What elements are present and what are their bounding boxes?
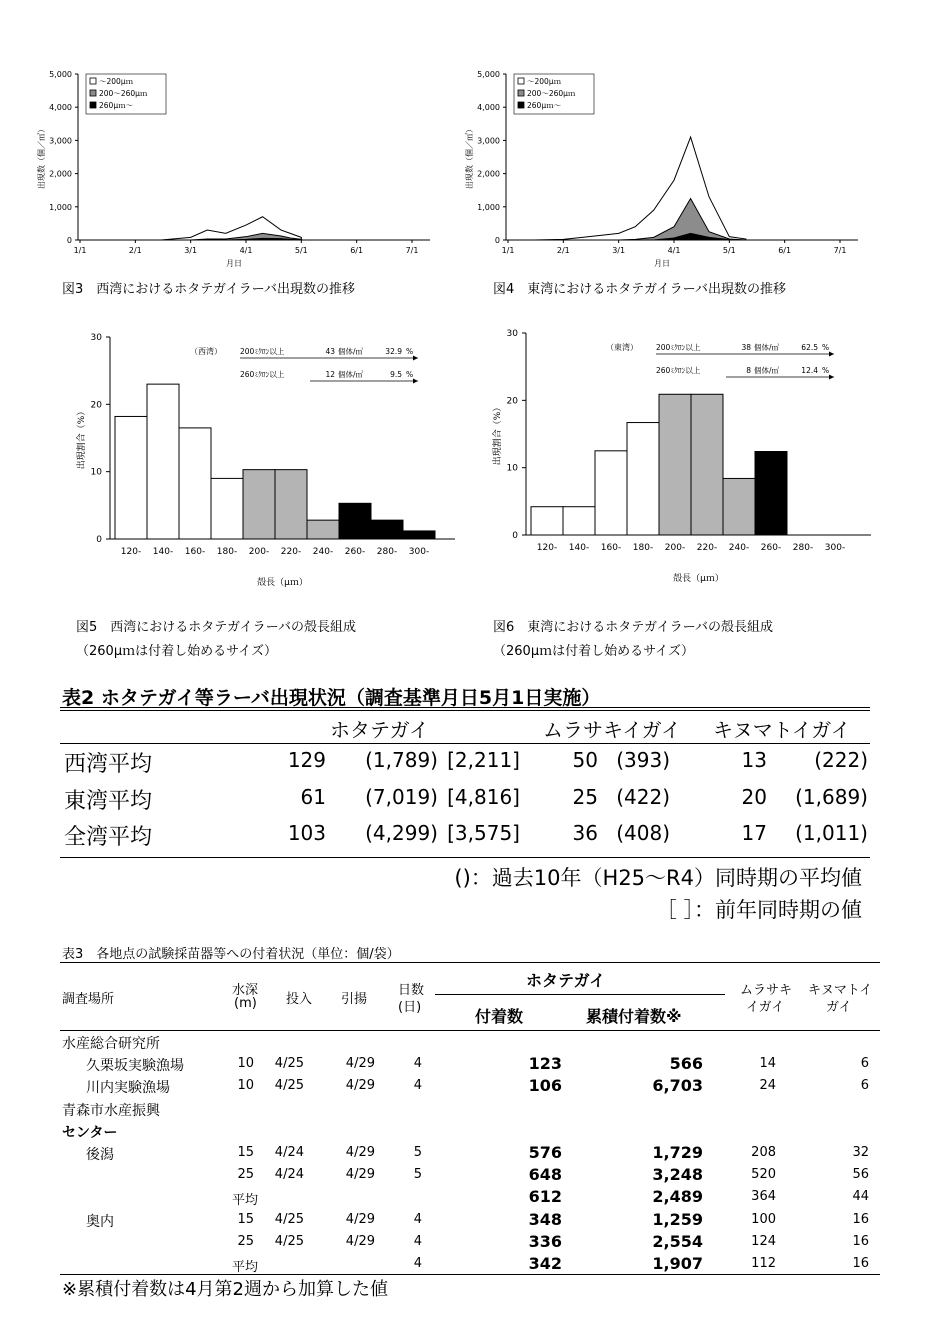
table3-cell-depth: 25 <box>237 1233 254 1249</box>
fig6-xtick-label: 280- <box>792 543 814 553</box>
table3-cell-in: 4/24 <box>274 1145 304 1160</box>
fig6-ann2-arrowhead <box>829 375 834 380</box>
fig5-subcaption: （260μｍは付着し始めるサイズ） <box>76 644 278 659</box>
table2-cell-hp: (4,299) <box>365 821 438 845</box>
table3-cell-days: 5 <box>413 1167 422 1183</box>
fig5-xtick-label: 180- <box>216 547 238 557</box>
table3-cell-place: 後潟 <box>86 1147 114 1163</box>
fig6-ytick-label: 30 <box>506 329 518 339</box>
table3-cell-kin: 16 <box>852 1233 869 1249</box>
table3-header-depth: 水深 <box>232 983 259 998</box>
fig4-ytick-label: 4,000 <box>477 103 500 113</box>
fig6-bar <box>595 451 627 535</box>
table3-cell-cum: 2,554 <box>652 1231 703 1251</box>
table3-cell-cum: 566 <box>669 1054 703 1074</box>
table3-header-days-unit: (日) <box>398 1000 422 1015</box>
fig6-ytick-label: 0 <box>512 531 518 541</box>
table2-cell-mp: (422) <box>616 785 670 809</box>
table3-cell-place: 久栗坂実験漁場 <box>86 1058 184 1075</box>
fig3-legend-label: 200～260μｍ <box>99 89 148 98</box>
table3-cell-days: 4 <box>413 1056 422 1072</box>
fig3-ytick-label: 1,000 <box>49 202 72 212</box>
table3-cell-place: センター <box>62 1124 118 1141</box>
fig5-xtick-label: 300- <box>408 547 430 557</box>
fig5-xtick-label: 260- <box>344 547 366 557</box>
table3-cell-att: 612 <box>528 1187 562 1207</box>
fig4-xtick-label: 2/1 <box>556 246 570 255</box>
fig4-ytick-label: 0 <box>494 236 500 245</box>
fig3-xtick-label: 5/1 <box>294 246 308 255</box>
fig5-ann1-pct-unit: % <box>406 347 414 356</box>
table2-cell-hb: [4,816] <box>447 785 520 809</box>
table3-cell-days: 5 <box>413 1145 422 1160</box>
fig4-line-chart <box>458 62 888 272</box>
fig6-bar <box>723 478 755 535</box>
fig6-bar <box>627 423 659 535</box>
fig6-xtick-label: 120- <box>536 543 558 553</box>
fig4-ytick-label: 2,000 <box>477 169 500 179</box>
fig5-bar <box>275 470 307 539</box>
table3-header-attach: 付着数 <box>475 1007 524 1026</box>
table3-header-murasaki: ムラサキ <box>740 983 793 998</box>
fig4-legend-label: 200～260μｍ <box>527 89 576 98</box>
table3-cell-att: 648 <box>528 1165 562 1185</box>
table2-cell-mp: (408) <box>616 821 670 845</box>
table3-header-in: 投入 <box>286 992 313 1007</box>
fig5-bar <box>179 428 211 539</box>
table3-cell-in: 4/25 <box>274 1233 304 1249</box>
fig6-xtick-label: 180- <box>632 543 654 553</box>
table3-cell-kin: 6 <box>860 1078 869 1094</box>
fig5-bar <box>147 384 179 539</box>
table3-cell-in: 4/24 <box>274 1167 304 1183</box>
table3-cell-in: 4/25 <box>274 1078 304 1094</box>
fig6-subcaption: （260μｍは付着し始めるサイズ） <box>493 644 695 659</box>
table3-cell-depth: 25 <box>237 1167 254 1183</box>
table2-cell-m: 36 <box>572 821 598 845</box>
fig4-legend-swatch <box>518 78 524 84</box>
table3-cell-mur: 14 <box>759 1056 776 1072</box>
fig5-xtick-label: 220- <box>280 547 302 557</box>
table3-cell-att: 123 <box>528 1054 562 1074</box>
fig6-ann2-count: 8 <box>746 366 751 375</box>
table3-cell-cum: 2,489 <box>652 1187 703 1207</box>
table3-header-days: 日数 <box>398 983 425 998</box>
table2-header-kinumato: キヌマトイガイ <box>713 718 851 742</box>
table3-cell-cum: 1,729 <box>652 1143 703 1162</box>
fig6-ann2-pct-unit: % <box>822 366 830 375</box>
fig6-region-label: （東湾） <box>606 343 638 352</box>
table2-cell-hp: (1,789) <box>365 748 438 772</box>
fig5-bar <box>339 503 371 539</box>
table3-cell-kin: 6 <box>860 1056 869 1072</box>
table3-cell-place: 青森市水産振興 <box>62 1102 160 1119</box>
table3-cell-att: 336 <box>528 1231 562 1251</box>
fig5-ann2-pct: 9.5 <box>390 370 402 379</box>
table3-cell-out: 4/29 <box>345 1211 375 1227</box>
fig6-ylabel: 出現割合（%） <box>493 402 503 466</box>
fig6-ann1-pct-unit: % <box>822 343 830 352</box>
fig6-xtick-label: 240- <box>728 543 750 553</box>
fig5-ann2-count: 12 <box>325 370 335 379</box>
fig3-legend-label: ～200μｍ <box>99 77 134 86</box>
fig3-xtick-label: 1/1 <box>73 246 87 255</box>
table3-cell-depth: 10 <box>237 1056 254 1072</box>
table2-note-average: ()：過去10年（H25～R4）同時期の平均値 <box>454 866 862 890</box>
fig4-xtick-label: 6/1 <box>778 246 792 255</box>
fig6-bar-chart <box>476 318 876 598</box>
fig4-xtick-label: 5/1 <box>722 246 736 255</box>
table2-cell-k: 13 <box>741 748 767 772</box>
fig4-caption: 図4 東湾におけるホタテガイラーバ出現数の推移 <box>493 282 786 297</box>
fig5-xtick-label: 280- <box>376 547 398 557</box>
fig5-ytick-label: 10 <box>90 467 102 478</box>
fig3-line-chart <box>30 62 460 272</box>
fig4-xtick-label: 3/1 <box>612 246 626 255</box>
fig3-xtick-label: 7/1 <box>405 246 419 255</box>
table3-cell-in: 4/25 <box>274 1211 304 1227</box>
table2-cell-h: 103 <box>287 821 326 845</box>
fig5-ann2-unit: 個体/㎥ <box>338 370 364 379</box>
table3-cell-cum: 3,248 <box>652 1165 703 1185</box>
table3-cell-mur: 124 <box>751 1233 776 1249</box>
table3-header-out: 引揚 <box>341 992 368 1007</box>
fig5-ann2-arrowhead <box>413 379 418 384</box>
table3-cell-place: 水産総合研究所 <box>62 1036 160 1052</box>
fig5-ann2-pct-unit: % <box>406 370 414 379</box>
fig3-ytick-label: 4,000 <box>49 103 72 113</box>
table2-header-hotategai: ホタテガイ <box>330 718 429 742</box>
table3-header-cumulative: 累積付着数※ <box>586 1007 682 1026</box>
fig5-ann1-count: 43 <box>325 347 335 356</box>
table3-title: 表3 各地点の試験採苗器等への付着状況（単位：個/袋） <box>62 947 400 962</box>
table3-cell-depth: 平均 <box>232 1260 259 1275</box>
fig5-region-label: （西湾） <box>190 347 222 356</box>
table2-header-murasaki: ムラサキイガイ <box>543 718 681 742</box>
fig6-bar <box>563 507 595 535</box>
fig3-xtick-label: 3/1 <box>184 246 198 255</box>
fig6-xtick-label: 220- <box>696 543 718 553</box>
fig6-xtick-label: 200- <box>664 543 686 553</box>
table3-cell-kin: 56 <box>852 1167 869 1183</box>
fig4-ytick-label: 3,000 <box>477 136 500 146</box>
fig6-bar <box>531 507 563 535</box>
table3-cell-att: 348 <box>528 1209 562 1229</box>
table2-cell-hb: [3,575] <box>447 821 520 845</box>
table3-cell-att: 342 <box>528 1254 562 1273</box>
table3-cell-days: 4 <box>413 1211 422 1227</box>
fig6-bar <box>755 452 787 535</box>
fig6-xlabel: 殻長（μｍ） <box>673 574 724 584</box>
table2-cell-kp: (1,689) <box>795 785 868 809</box>
fig3-legend-swatch <box>90 102 96 108</box>
table3-cell-cum: 1,259 <box>652 1209 703 1229</box>
table3-cell-mur: 208 <box>751 1145 776 1160</box>
fig4-xlabel: 月日 <box>654 259 670 268</box>
fig6-xtick-label: 260- <box>760 543 782 553</box>
fig4-ylabel: 出現数（個／㎥） <box>465 125 474 189</box>
table2-cell-hp: (7,019) <box>365 785 438 809</box>
fig3-legend-swatch <box>90 78 96 84</box>
fig5-xtick-label: 140- <box>152 547 174 557</box>
fig5-ann1-pct: 32.9 <box>385 347 402 356</box>
fig5-ann1-unit: 個体/㎥ <box>338 347 364 356</box>
fig6-xtick-label: 300- <box>824 543 846 553</box>
table3-cell-mur: 520 <box>751 1167 776 1183</box>
table3-cell-out: 4/29 <box>345 1078 375 1094</box>
table3-cell-mur: 364 <box>751 1189 776 1205</box>
fig3-xtick-label: 6/1 <box>350 246 364 255</box>
fig5-xlabel: 殻長（μｍ） <box>257 578 308 588</box>
table3-cell-days: 4 <box>413 1256 422 1271</box>
fig5-ytick-label: 20 <box>90 400 102 411</box>
table3-cell-kin: 32 <box>852 1145 869 1160</box>
fig3-xtick-label: 4/1 <box>239 246 253 255</box>
fig4-legend-swatch <box>518 102 524 108</box>
table3-header-scallop: ホタテガイ <box>526 971 606 990</box>
fig4-legend-label: ～200μｍ <box>527 77 562 86</box>
fig5-xtick-label: 120- <box>120 547 142 557</box>
fig4-series-0-area <box>508 137 746 240</box>
table3-cell-depth: 15 <box>237 1211 254 1227</box>
fig3-ylabel: 出現数（個／㎥） <box>37 125 46 189</box>
table3-cell-out: 4/29 <box>345 1145 375 1160</box>
fig5-bar <box>371 520 403 539</box>
table3-cell-out: 4/29 <box>345 1167 375 1183</box>
fig3-ytick-label: 5,000 <box>49 70 72 79</box>
fig5-bar <box>243 470 275 539</box>
fig4-xtick-label: 1/1 <box>501 246 515 255</box>
fig5-bar <box>211 478 243 539</box>
table2-cell-kp: (222) <box>814 748 868 772</box>
fig6-ann1-unit: 個体/㎥ <box>754 343 780 352</box>
table3-cell-cum: 1,907 <box>652 1254 703 1273</box>
table2-cell-mp: (393) <box>616 748 670 772</box>
fig5-ytick-label: 0 <box>96 535 102 545</box>
table3-header-place: 調査場所 <box>62 992 115 1007</box>
fig6-ann2-unit: 個体/㎥ <box>754 366 780 375</box>
table2-cell-h: 61 <box>300 785 326 809</box>
fig6-caption: 図6 東湾におけるホタテガイラーバの殻長組成 <box>493 620 773 635</box>
table2-cell-label: 全湾平均 <box>64 825 153 850</box>
table3-cell-out: 4/29 <box>345 1233 375 1249</box>
fig5-bar <box>115 416 147 539</box>
fig5-xtick-label: 240- <box>312 547 334 557</box>
table3-cell-depth: 10 <box>237 1078 254 1094</box>
table3-cell-depth: 15 <box>237 1145 254 1160</box>
table3-cell-mur: 24 <box>759 1078 776 1094</box>
table2-cell-k: 17 <box>741 821 767 845</box>
fig5-xtick-label: 160- <box>184 547 206 557</box>
table3-header-kinumato-2: ガイ <box>826 1000 852 1015</box>
fig3-caption: 図3 西湾におけるホタテガイラーバ出現数の推移 <box>62 282 355 297</box>
table3-cell-days: 4 <box>413 1233 422 1249</box>
fig5-ann1-arrowhead <box>413 356 418 361</box>
table2-cell-m: 50 <box>572 748 598 772</box>
fig6-ytick-label: 20 <box>506 396 518 407</box>
fig5-ann2-label: 260ﾐｸﾛﾝ以上 <box>240 370 285 379</box>
table3-header-depth-unit: (m) <box>234 996 257 1011</box>
fig5-caption: 図5 西湾におけるホタテガイラーバの殻長組成 <box>76 620 356 635</box>
fig3-xlabel: 月日 <box>226 259 242 268</box>
table2-cell-k: 20 <box>741 785 767 809</box>
fig3-xtick-label: 2/1 <box>128 246 142 255</box>
table3-cell-in: 4/25 <box>274 1056 304 1072</box>
table2-cell-hb: [2,211] <box>447 748 520 772</box>
table3-cell-out: 4/29 <box>345 1056 375 1072</box>
table3-cell-kin: 16 <box>852 1256 869 1271</box>
fig5-ylabel: 出現割合（%） <box>77 406 87 470</box>
table3-cell-kin: 44 <box>852 1189 869 1205</box>
table3-footnote: ※累積付着数は4月第2週から加算した値 <box>62 1279 388 1300</box>
fig6-ann1-pct: 62.5 <box>801 343 818 352</box>
table3-cell-kin: 16 <box>852 1211 869 1227</box>
table3-cell-att: 576 <box>528 1143 562 1162</box>
table3-cell-depth: 平均 <box>232 1193 259 1209</box>
fig6-ann1-label: 200ﾐｸﾛﾝ以上 <box>656 343 701 352</box>
fig3-ytick-label: 0 <box>66 236 72 245</box>
fig3-legend-swatch <box>90 90 96 96</box>
table3-cell-place: 奥内 <box>86 1213 114 1230</box>
fig5-bar <box>307 520 339 539</box>
fig5-ytick-label: 30 <box>90 333 102 343</box>
fig6-bar <box>691 394 723 535</box>
table3-cell-mur: 100 <box>751 1211 776 1227</box>
fig6-bar <box>659 394 691 535</box>
fig5-xtick-label: 200- <box>248 547 270 557</box>
table2-note-previous: ［ ］：前年同時期の値 <box>655 898 862 922</box>
fig4-ytick-label: 1,000 <box>477 202 500 212</box>
fig3-legend-label: 260μｍ～ <box>99 101 134 110</box>
fig6-ytick-label: 10 <box>506 463 518 474</box>
table2-cell-kp: (1,011) <box>795 821 868 845</box>
table2-title: 表2 ホタテガイ等ラーバ出現状況（調査基準月日5月1日実施） <box>62 687 601 709</box>
table3-cell-cum: 6,703 <box>652 1076 703 1096</box>
table3-header-murasaki-2: イガイ <box>746 1000 785 1015</box>
table2-cell-label: 東湾平均 <box>64 789 153 814</box>
fig6-ann1-arrowhead <box>829 352 834 357</box>
fig6-ann1-count: 38 <box>741 343 751 352</box>
fig6-ann2-label: 260ﾐｸﾛﾝ以上 <box>656 366 701 375</box>
fig6-xtick-label: 160- <box>600 543 622 553</box>
table3-header-kinumato: キヌマトイ <box>808 983 873 998</box>
fig4-legend-label: 260μｍ～ <box>527 101 562 110</box>
table2-cell-m: 25 <box>572 785 598 809</box>
fig3-ytick-label: 3,000 <box>49 136 72 146</box>
fig4-xtick-label: 7/1 <box>833 246 847 255</box>
table2-cell-h: 129 <box>287 748 326 772</box>
table3-cell-place: 川内実験漁場 <box>86 1080 170 1097</box>
fig4-xtick-label: 4/1 <box>667 246 681 255</box>
fig4-legend-swatch <box>518 90 524 96</box>
fig6-xtick-label: 140- <box>568 543 590 553</box>
table3-cell-days: 4 <box>413 1078 422 1094</box>
fig3-ytick-label: 2,000 <box>49 169 72 179</box>
table3-cell-mur: 112 <box>751 1256 776 1271</box>
fig5-bar-chart <box>60 322 460 602</box>
fig4-ytick-label: 5,000 <box>477 70 500 79</box>
table3-cell-att: 106 <box>528 1076 562 1096</box>
fig5-ann1-label: 200ﾐｸﾛﾝ以上 <box>240 347 285 356</box>
fig5-bar <box>403 531 435 539</box>
table2-cell-label: 西湾平均 <box>64 752 153 777</box>
fig6-ann2-pct: 12.4 <box>801 366 818 375</box>
